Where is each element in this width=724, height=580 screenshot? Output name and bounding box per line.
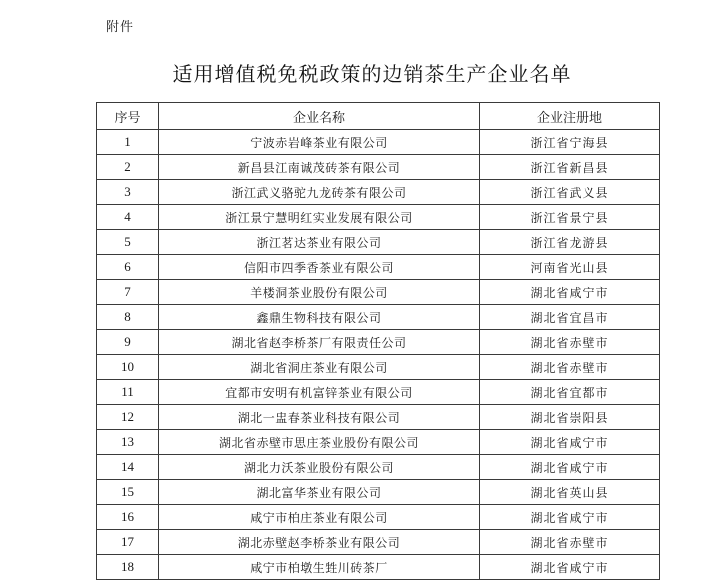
table-row: [97, 230, 660, 255]
registered-location-cell: 浙江省宁海县: [480, 130, 660, 155]
table-row: [97, 455, 660, 480]
enterprise-name-cell: 咸宁市柏庄茶业有限公司: [159, 505, 480, 530]
enterprise-name-cell: 浙江景宁慧明红实业发展有限公司: [159, 205, 480, 230]
serial-number-cell: 9: [97, 330, 159, 355]
enterprise-name-cell: 鑫鼎生物科技有限公司: [159, 305, 480, 330]
table-row: [97, 555, 660, 580]
table-row: [97, 330, 660, 355]
registered-location-cell: 河南省光山县: [480, 255, 660, 280]
serial-number-cell: 3: [97, 180, 159, 205]
table-row: [97, 180, 660, 205]
serial-number-cell: 10: [97, 355, 159, 380]
table-header-row: [97, 103, 660, 130]
table-row: [97, 305, 660, 330]
serial-number-cell: 18: [97, 555, 159, 580]
table-body: [97, 130, 660, 580]
header-registered-location: 企业注册地: [480, 103, 660, 130]
table-row: [97, 480, 660, 505]
registered-location-cell: 湖北省咸宁市: [480, 280, 660, 305]
enterprise-table: [96, 102, 660, 580]
serial-number-cell: 16: [97, 505, 159, 530]
registered-location-cell: 湖北省崇阳县: [480, 405, 660, 430]
enterprise-name-cell: 湖北省赵李桥茶厂有限责任公司: [159, 330, 480, 355]
enterprise-name-cell: 湖北力沃茶业股份有限公司: [159, 455, 480, 480]
registered-location-cell: 湖北省咸宁市: [480, 555, 660, 580]
registered-location-cell: 湖北省宜都市: [480, 380, 660, 405]
serial-number-cell: 11: [97, 380, 159, 405]
enterprise-name-cell: 宁波赤岩峰茶业有限公司: [159, 130, 480, 155]
table-row: [97, 255, 660, 280]
registered-location-cell: 湖北省赤壁市: [480, 330, 660, 355]
enterprise-table-container: [96, 102, 659, 580]
table-row: [97, 155, 660, 180]
registered-location-cell: 浙江省龙游县: [480, 230, 660, 255]
serial-number-cell: 8: [97, 305, 159, 330]
table-row: [97, 205, 660, 230]
table-row: [97, 130, 660, 155]
registered-location-cell: 湖北省咸宁市: [480, 455, 660, 480]
enterprise-name-cell: 新昌县江南诚茂砖茶有限公司: [159, 155, 480, 180]
table-row: [97, 530, 660, 555]
registered-location-cell: 湖北省赤壁市: [480, 355, 660, 380]
enterprise-name-cell: 湖北一盅春茶业科技有限公司: [159, 405, 480, 430]
registered-location-cell: 浙江省景宁县: [480, 205, 660, 230]
serial-number-cell: 12: [97, 405, 159, 430]
document-title: 适用增值税免税政策的边销茶生产企业名单: [172, 62, 572, 86]
enterprise-name-cell: 湖北省赤壁市思庄茶业股份有限公司: [159, 430, 480, 455]
table-row: [97, 430, 660, 455]
enterprise-name-cell: 咸宁市柏墩生甡川砖茶厂: [159, 555, 480, 580]
serial-number-cell: 13: [97, 430, 159, 455]
serial-number-cell: 2: [97, 155, 159, 180]
registered-location-cell: 湖北省英山县: [480, 480, 660, 505]
registered-location-cell: 浙江省武义县: [480, 180, 660, 205]
enterprise-name-cell: 浙江武义骆驼九龙砖茶有限公司: [159, 180, 480, 205]
enterprise-name-cell: 宜都市安明有机富锌茶业有限公司: [159, 380, 480, 405]
registered-location-cell: 湖北省咸宁市: [480, 430, 660, 455]
registered-location-cell: 湖北省宜昌市: [480, 305, 660, 330]
enterprise-name-cell: 湖北省洞庄茶业有限公司: [159, 355, 480, 380]
table-row: [97, 505, 660, 530]
enterprise-name-cell: 浙江茗达茶业有限公司: [159, 230, 480, 255]
registered-location-cell: 湖北省赤壁市: [480, 530, 660, 555]
enterprise-name-cell: 羊楼洞茶业股份有限公司: [159, 280, 480, 305]
serial-number-cell: 1: [97, 130, 159, 155]
header-serial-number: 序号: [97, 103, 159, 130]
enterprise-name-cell: 湖北赤壁赵李桥茶业有限公司: [159, 530, 480, 555]
serial-number-cell: 14: [97, 455, 159, 480]
table-row: [97, 280, 660, 305]
serial-number-cell: 4: [97, 205, 159, 230]
table-row: [97, 405, 660, 430]
serial-number-cell: 5: [97, 230, 159, 255]
serial-number-cell: 7: [97, 280, 159, 305]
serial-number-cell: 15: [97, 480, 159, 505]
header-enterprise-name: 企业名称: [159, 103, 480, 130]
table-row: [97, 355, 660, 380]
enterprise-name-cell: 湖北富华茶业有限公司: [159, 480, 480, 505]
registered-location-cell: 湖北省咸宁市: [480, 505, 660, 530]
enterprise-name-cell: 信阳市四季香茶业有限公司: [159, 255, 480, 280]
registered-location-cell: 浙江省新昌县: [480, 155, 660, 180]
serial-number-cell: 17: [97, 530, 159, 555]
serial-number-cell: 6: [97, 255, 159, 280]
table-row: [97, 380, 660, 405]
attachment-label: 附件: [106, 20, 135, 35]
